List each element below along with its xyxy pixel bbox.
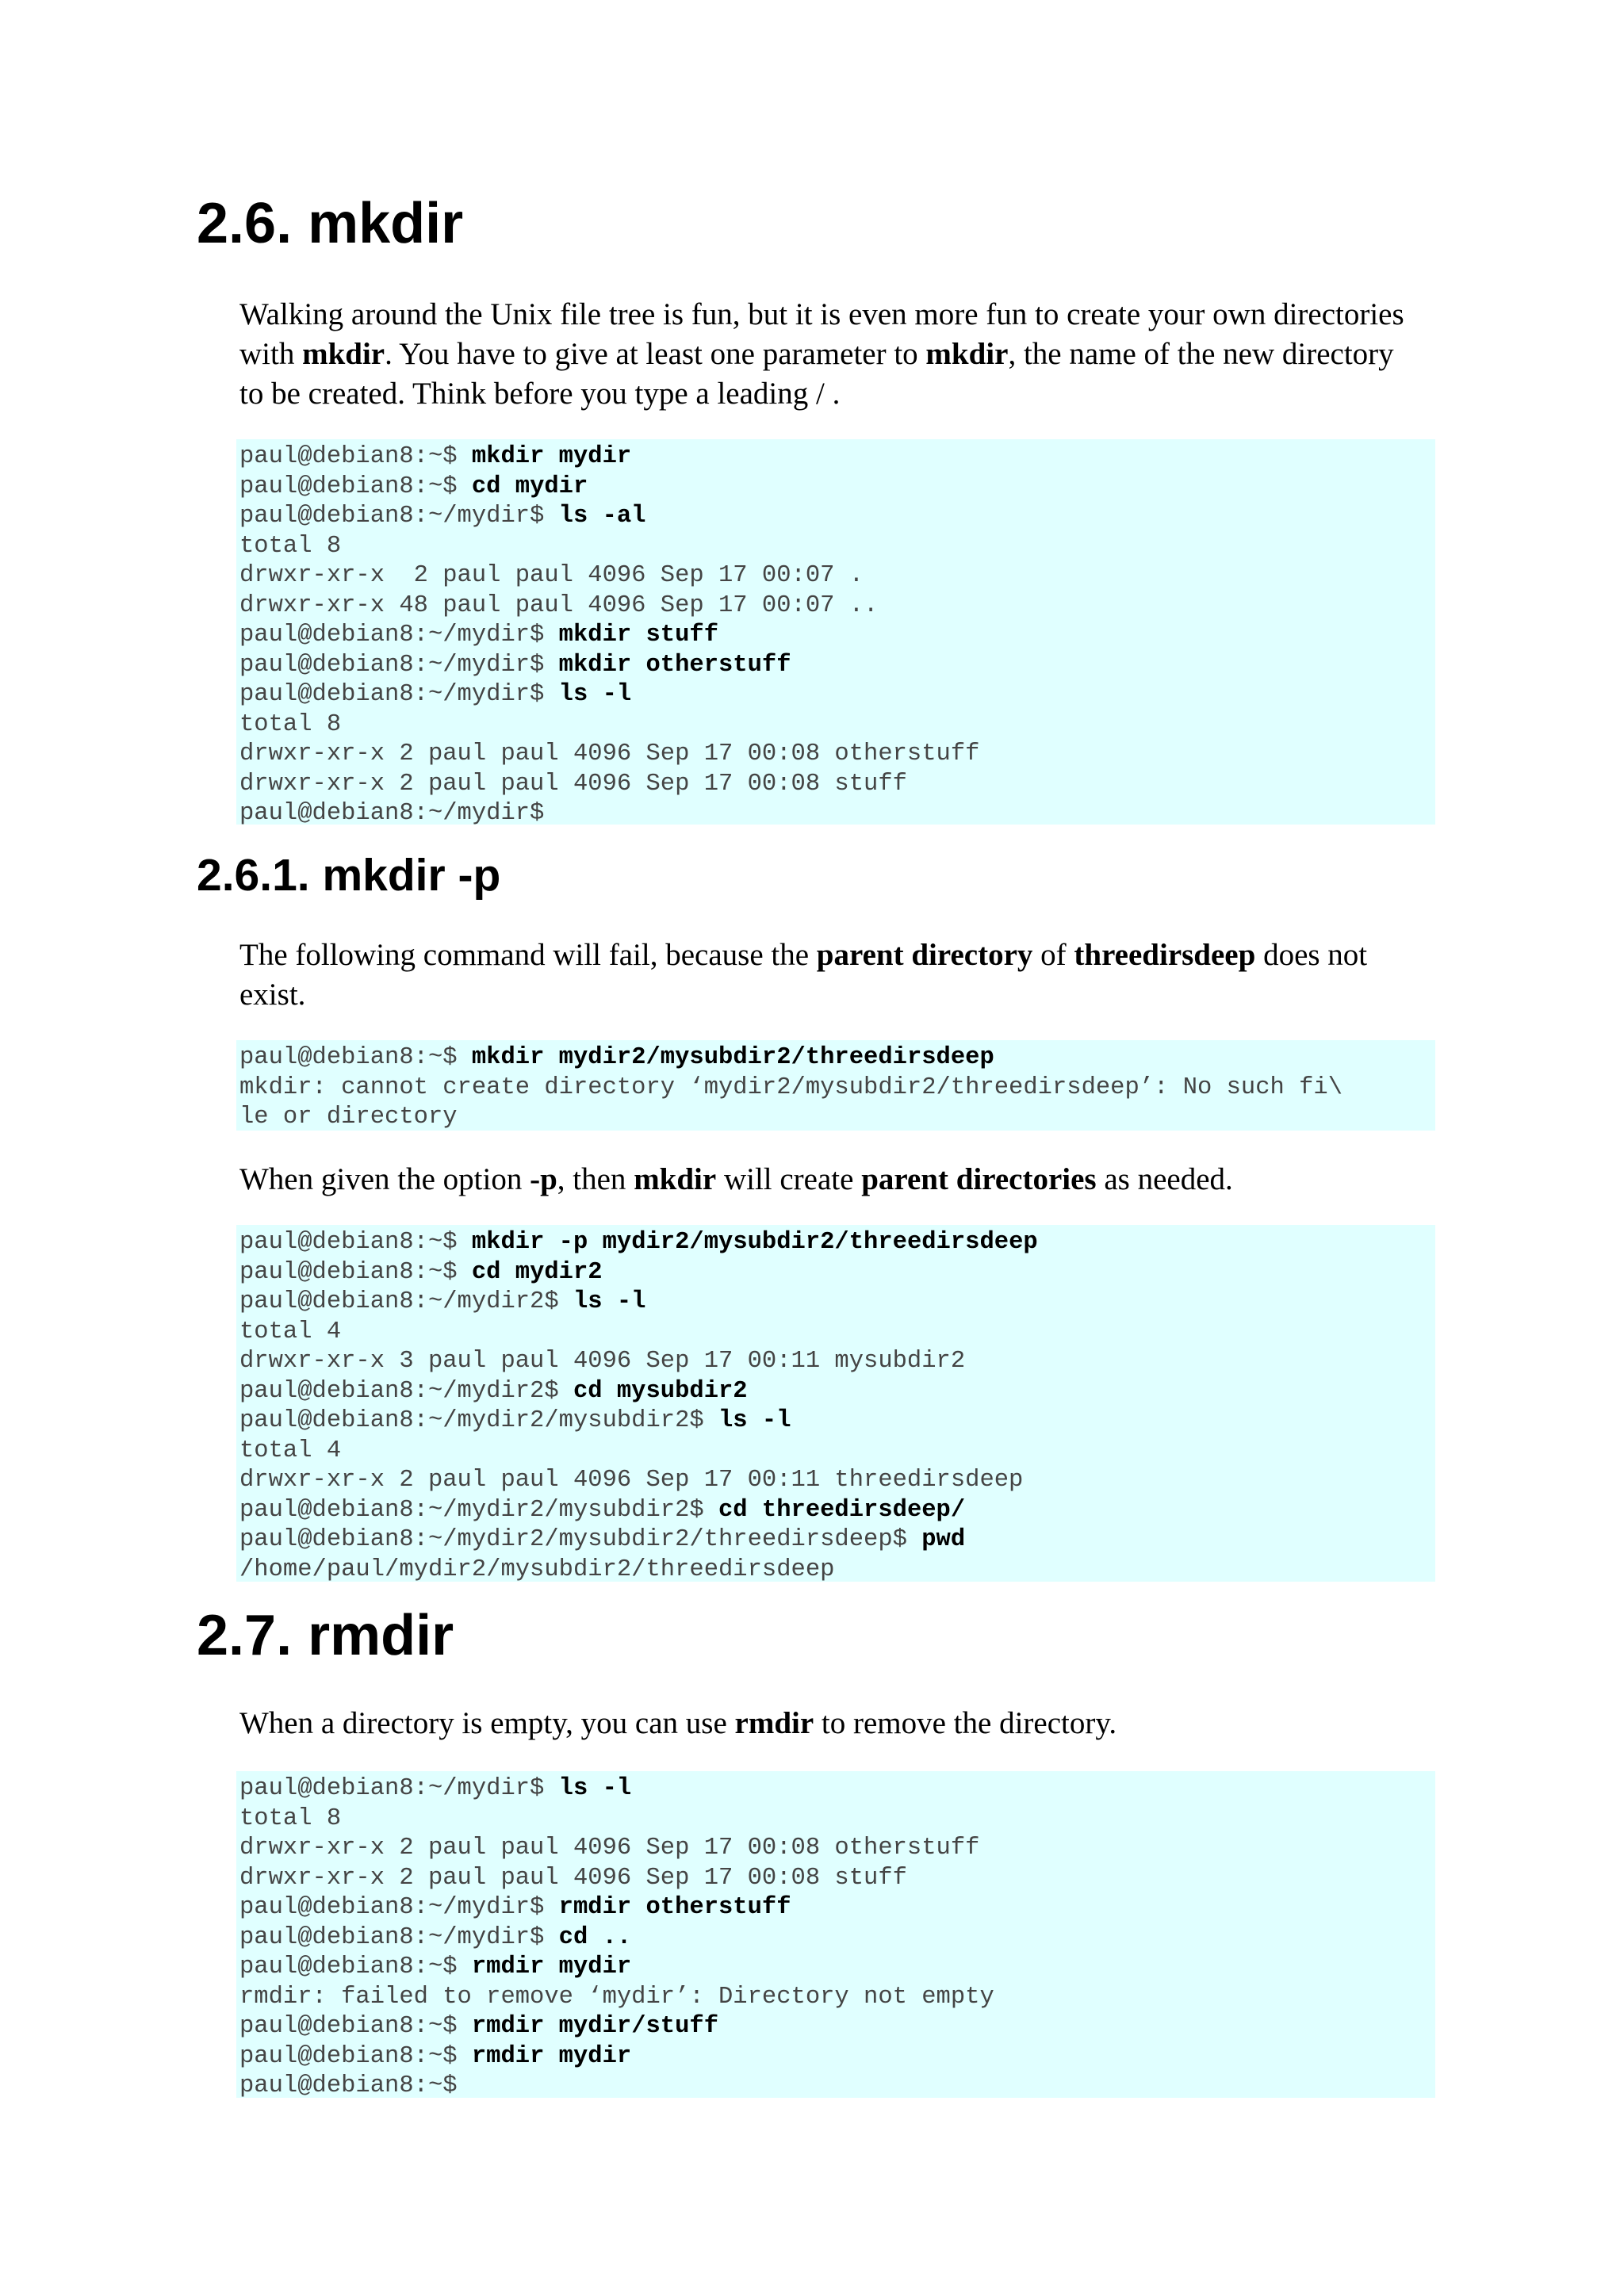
code-output: rmdir: failed to remove ‘mydir’: Directory not empty — [239, 1983, 994, 2011]
code-output: /home/paul/mydir2/mysubdir2/threedirsdeep — [239, 1556, 835, 1583]
code-command: ls -l — [558, 1775, 632, 1802]
code-output: paul@debian8:~/mydir2$ — [239, 1288, 573, 1315]
code-command: mkdir stuff — [558, 622, 719, 649]
code-line — [239, 1983, 1435, 2013]
code-output: total 8 — [239, 710, 342, 738]
code-line — [239, 2012, 1435, 2042]
code-line — [239, 1774, 1435, 1804]
code-output: le or directory — [239, 1104, 458, 1131]
code-line — [239, 1318, 1435, 1348]
code-output: drwxr-xr-x 48 paul paul 4096 Sep 17 00:07 .. — [239, 591, 879, 619]
section-heading-mkdir: 2.6. mkdir — [197, 192, 464, 255]
code-line — [239, 1437, 1435, 1467]
rmdir-paragraph — [239, 1704, 1437, 1743]
fail-line-1: The following command will fail, because the parent directory of threedirsdeep does not — [239, 938, 1368, 972]
code-line — [239, 1377, 1435, 1407]
code-output: paul@debian8:~/mydir$ — [239, 800, 545, 827]
code-command: mkdir mydir2/mysubdir2/threedirsdeep — [471, 1044, 994, 1071]
code-command: cd .. — [558, 1923, 632, 1951]
section-heading-rmdir: 2.7. rmdir — [197, 1604, 454, 1667]
code-output: paul@debian8:~$ — [239, 1044, 472, 1071]
code-line — [239, 740, 1435, 770]
code-line — [239, 1288, 1435, 1318]
code-output: paul@debian8:~$ — [239, 1258, 472, 1286]
code-line — [239, 1228, 1435, 1258]
code-line — [239, 1258, 1435, 1288]
code-output: mkdir: cannot create directory ‘mydir2/mysubdir2/threedirsdeep’: No such fi\ — [239, 1073, 1343, 1101]
code-line — [239, 473, 1435, 503]
code-line — [239, 680, 1435, 710]
mkdir-term: mkdir — [634, 1162, 717, 1196]
code-command: pwd — [921, 1526, 966, 1553]
code-output: drwxr-xr-x 2 paul paul 4096 Sep 17 00:07 . — [239, 562, 864, 589]
code-command: rmdir otherstuff — [558, 1894, 791, 1921]
code-line — [239, 1804, 1435, 1835]
code-line — [239, 1953, 1435, 1983]
code-line — [239, 1525, 1435, 1556]
code-output: drwxr-xr-x 2 paul paul 4096 Sep 17 00:08 stuff — [239, 770, 907, 798]
code-output: paul@debian8:~$ — [239, 473, 472, 500]
code-output: total 8 — [239, 532, 342, 560]
code-block-rmdir — [236, 1771, 1435, 2098]
code-command: mkdir mydir — [471, 443, 632, 470]
code-command: mkdir -p mydir2/mysubdir2/threedirsdeep — [471, 1229, 1038, 1256]
code-line — [239, 1834, 1435, 1864]
code-output: drwxr-xr-x 3 paul paul 4096 Sep 17 00:11 mysubdir2 — [239, 1348, 966, 1375]
code-output: total 4 — [239, 1437, 342, 1464]
code-command: ls -al — [558, 503, 646, 530]
code-output: paul@debian8:~/mydir$ — [239, 622, 559, 649]
code-output: paul@debian8:~/mydir$ — [239, 503, 559, 530]
code-line — [239, 1043, 1435, 1073]
code-line — [239, 1466, 1435, 1496]
code-line — [239, 502, 1435, 532]
code-line — [239, 1073, 1435, 1104]
code-line — [239, 1893, 1435, 1923]
code-output: paul@debian8:~$ — [239, 443, 472, 470]
code-output: drwxr-xr-x 2 paul paul 4096 Sep 17 00:08 otherstuff — [239, 1835, 980, 1862]
threedirsdeep-term: threedirsdeep — [1074, 938, 1256, 972]
code-line — [239, 1496, 1435, 1526]
code-line — [239, 770, 1435, 800]
code-block-mkdir-fail — [236, 1040, 1435, 1131]
code-output: paul@debian8:~/mydir2/mysubdir2$ — [239, 1407, 718, 1434]
fail-paragraph — [239, 936, 1437, 1015]
code-command: cd mysubdir2 — [573, 1377, 748, 1405]
fail-line-2: exist. — [239, 978, 306, 1012]
intro-line-1: Walking around the Unix file tree is fun, but it is even more fun to create your own directories — [239, 297, 1404, 331]
subsection-heading-mkdir-p: 2.6.1. mkdir -p — [197, 850, 501, 901]
p-option-term: -p — [530, 1162, 557, 1196]
code-output: paul@debian8:~$ — [239, 2013, 472, 2040]
code-output: total 4 — [239, 1318, 342, 1345]
code-line — [239, 2072, 1435, 2102]
code-block-mkdir-p — [236, 1225, 1435, 1582]
code-output: paul@debian8:~/mydir2/mysubdir2/threedirsdeep$ — [239, 1526, 922, 1553]
rmdir-term: rmdir — [734, 1706, 814, 1740]
code-output: paul@debian8:~/mydir$ — [239, 1775, 559, 1802]
code-output: paul@debian8:~$ — [239, 1229, 472, 1256]
code-command: ls -l — [573, 1288, 646, 1315]
code-line — [239, 621, 1435, 651]
code-command: ls -l — [558, 681, 632, 708]
code-line — [239, 2042, 1435, 2072]
option-paragraph — [239, 1160, 1437, 1200]
code-output: paul@debian8:~/mydir$ — [239, 1894, 559, 1921]
code-command: mkdir otherstuff — [558, 651, 791, 679]
code-output: paul@debian8:~/mydir2/mysubdir2$ — [239, 1496, 718, 1524]
code-command: cd mydir — [471, 473, 588, 500]
intro-paragraph — [239, 295, 1437, 414]
code-output: paul@debian8:~$ — [239, 2042, 472, 2070]
code-line — [239, 651, 1435, 681]
code-output: paul@debian8:~$ — [239, 2072, 458, 2099]
code-line — [239, 1406, 1435, 1437]
code-command: ls -l — [718, 1407, 791, 1434]
code-output: drwxr-xr-x 2 paul paul 4096 Sep 17 00:08 otherstuff — [239, 740, 980, 767]
code-line — [239, 799, 1435, 829]
code-output: total 8 — [239, 1804, 342, 1832]
code-line — [239, 532, 1435, 562]
code-command: rmdir mydir — [471, 1954, 632, 1980]
code-output: paul@debian8:~/mydir$ — [239, 1923, 559, 1951]
code-line — [239, 1864, 1435, 1894]
code-line — [239, 1556, 1435, 1586]
code-output: drwxr-xr-x 2 paul paul 4096 Sep 17 00:11 threedirsdeep — [239, 1467, 1024, 1494]
intro-line-3: to be created. Think before you type a leading / . — [239, 377, 841, 411]
code-line — [239, 710, 1435, 740]
code-command: rmdir mydir/stuff — [471, 2013, 719, 2040]
mkdir-term: mkdir — [302, 337, 385, 371]
code-line — [239, 591, 1435, 622]
code-command: rmdir mydir — [471, 2042, 632, 2070]
code-line — [239, 1347, 1435, 1377]
code-line — [239, 1923, 1435, 1954]
parent-directories-term: parent directories — [861, 1162, 1097, 1196]
rmdir-line: When a directory is empty, you can use rmdir to remove the directory. — [239, 1706, 1117, 1740]
code-line — [239, 561, 1435, 591]
code-line — [239, 1103, 1435, 1133]
code-output: paul@debian8:~$ — [239, 1954, 472, 1980]
code-output: paul@debian8:~/mydir$ — [239, 681, 559, 708]
code-command: cd threedirsdeep/ — [718, 1496, 966, 1524]
code-output: paul@debian8:~/mydir2$ — [239, 1377, 573, 1405]
code-output: drwxr-xr-x 2 paul paul 4096 Sep 17 00:08 stuff — [239, 1864, 907, 1892]
code-output: paul@debian8:~/mydir$ — [239, 651, 559, 679]
code-line — [239, 442, 1435, 473]
code-block-mkdir-basic — [236, 439, 1435, 825]
intro-line-2: with mkdir. You have to give at least one parameter to mkdir, the name of the new directory — [239, 337, 1394, 371]
mkdir-term: mkdir — [925, 337, 1009, 371]
code-command: cd mydir2 — [471, 1258, 603, 1286]
option-line: When given the option -p, then mkdir will create parent directories as needed. — [239, 1162, 1233, 1196]
parent-directory-term: parent directory — [816, 938, 1033, 972]
